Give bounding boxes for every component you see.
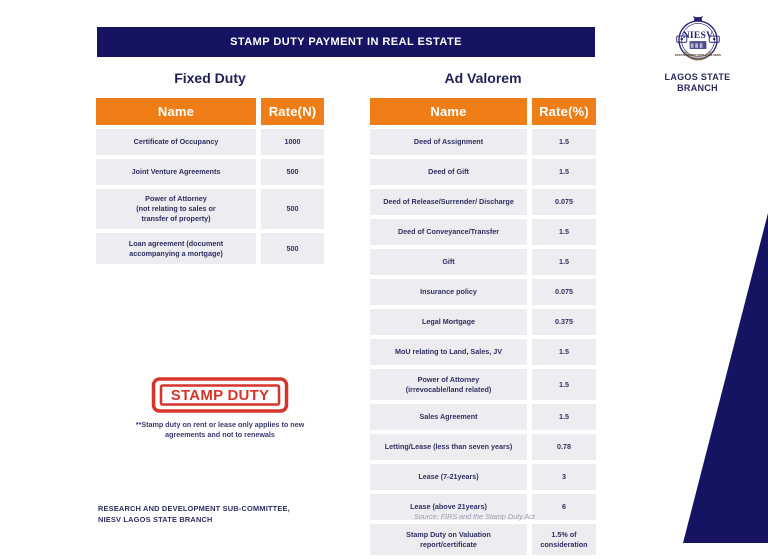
fixed-duty-cell-name: Loan agreement (document accompanying a mortgage) — [96, 233, 256, 264]
ad-valorem-cell-rate: 0.78 — [532, 434, 596, 460]
ad-valorem-cell-rate: 1.5 — [532, 249, 596, 275]
ad-valorem-cell-rate: 1.5 — [532, 159, 596, 185]
ad-valorem-cell-name: Stamp Duty on Valuation report/certificate — [370, 524, 527, 555]
fixed-duty-cell-rate: 500 — [261, 233, 324, 264]
ad-valorem-cell-name: Power of Attorney (irrevocable/land related) — [370, 369, 527, 400]
ad-valorem-cell-name: Sales Agreement — [370, 404, 527, 430]
table-row — [370, 249, 596, 275]
section-heading-fixed-duty: Fixed Duty — [174, 70, 246, 86]
table-row — [370, 129, 596, 155]
fixed-duty-table — [96, 98, 324, 268]
footnote-text: **Stamp duty on rent or lease only applies to new agreements and not to renewals — [135, 420, 305, 440]
ad-valorem-cell-name: Letting/Lease (less than seven years) — [370, 434, 527, 460]
ad-valorem-cell-rate: 0.075 — [532, 189, 596, 215]
logo-caption — [645, 72, 750, 95]
fixed-duty-cell-rate: 500 — [261, 189, 324, 229]
logo-caption-line2: BRANCH — [677, 83, 718, 94]
table-row — [96, 233, 324, 264]
table-row — [370, 404, 596, 430]
fixed-duty-cell-rate: 1000 — [261, 129, 324, 155]
ad-valorem-cell-name: Deed of Assignment — [370, 129, 527, 155]
credit-line2: NIESV LAGOS STATE BRANCH — [98, 515, 213, 525]
ad-valorem-cell-rate: 3 — [532, 464, 596, 490]
table-row — [370, 434, 596, 460]
ad-valorem-cell-rate: 1.5 — [532, 339, 596, 365]
fixed-duty-cell-name: Power of Attorney (not relating to sales or transfer of property) — [96, 189, 256, 229]
svg-text:ESTATE SURVEYORS & VALUERS: ESTATE SURVEYORS & VALUERS — [674, 53, 721, 58]
section-heading-ad-valorem: Ad Valorem — [444, 70, 522, 86]
header-banner — [97, 27, 595, 57]
ad-valorem-table — [370, 98, 596, 559]
niesv-seal-icon — [670, 12, 726, 68]
page-title: STAMP DUTY PAYMENT IN REAL ESTATE — [230, 36, 462, 48]
credit-block — [98, 503, 290, 525]
table-row — [370, 279, 596, 305]
ad-valorem-cell-name: Deed of Gift — [370, 159, 527, 185]
stamp-label: STAMP DUTY — [170, 387, 270, 404]
table-row — [96, 159, 324, 185]
fixed-duty-cell-rate: 500 — [261, 159, 324, 185]
table-row — [370, 464, 596, 490]
table-row — [370, 309, 596, 335]
ad-valorem-cell-rate: 1.5 — [532, 369, 596, 400]
ad-valorem-cell-rate: 1.5 — [532, 219, 596, 245]
ad-valorem-header-row — [370, 98, 596, 125]
niesv-logo-block — [645, 12, 750, 95]
table-row — [370, 189, 596, 215]
ad-valorem-cell-name: Gift — [370, 249, 527, 275]
table-row — [370, 159, 596, 185]
fixed-duty-header-rate: Rate(N) — [261, 98, 324, 125]
ad-valorem-cell-name: Insurance policy — [370, 279, 527, 305]
source-note: Source: FIRS and the Stamp Duty Act — [414, 512, 535, 521]
svg-text:NIESV: NIESV — [682, 30, 713, 41]
ad-valorem-cell-rate: 0.375 — [532, 309, 596, 335]
stamp-duty-rubber-stamp-icon — [150, 376, 290, 414]
logo-caption-line1: LAGOS STATE — [664, 72, 731, 82]
fixed-duty-header-row — [96, 98, 324, 125]
table-row — [96, 189, 324, 229]
ad-valorem-cell-name: Deed of Conveyance/Transfer — [370, 219, 527, 245]
ad-valorem-cell-name: Legal Mortgage — [370, 309, 527, 335]
ad-valorem-cell-rate: 6 — [532, 494, 596, 520]
fixed-duty-cell-name: Certificate of Occupancy — [96, 129, 256, 155]
ad-valorem-cell-name: Lease (above 21years) — [370, 494, 527, 520]
ad-valorem-cell-rate: 1.5 — [532, 404, 596, 430]
ad-valorem-header-rate: Rate(%) — [532, 98, 596, 125]
fixed-duty-header-name: Name — [96, 98, 256, 125]
ad-valorem-header-name: Name — [370, 98, 527, 125]
ad-valorem-cell-name: MoU relating to Land, Sales, JV — [370, 339, 527, 365]
table-row — [96, 129, 324, 155]
ad-valorem-cell-name: Deed of Release/Surrender/ Discharge — [370, 189, 527, 215]
table-row — [370, 524, 596, 555]
credit-line1: RESEARCH AND DEVELOPMENT SUB-COMMITTEE, — [98, 504, 290, 513]
table-row — [370, 369, 596, 400]
ad-valorem-cell-name: Lease (7-21years) — [370, 464, 527, 490]
fixed-duty-cell-name: Joint Venture Agreements — [96, 159, 256, 185]
ad-valorem-cell-rate: 1.5 — [532, 129, 596, 155]
ad-valorem-cell-rate: 1.5% of consideration — [532, 524, 596, 555]
table-row — [370, 219, 596, 245]
ad-valorem-cell-rate: 0.075 — [532, 279, 596, 305]
table-row — [370, 339, 596, 365]
